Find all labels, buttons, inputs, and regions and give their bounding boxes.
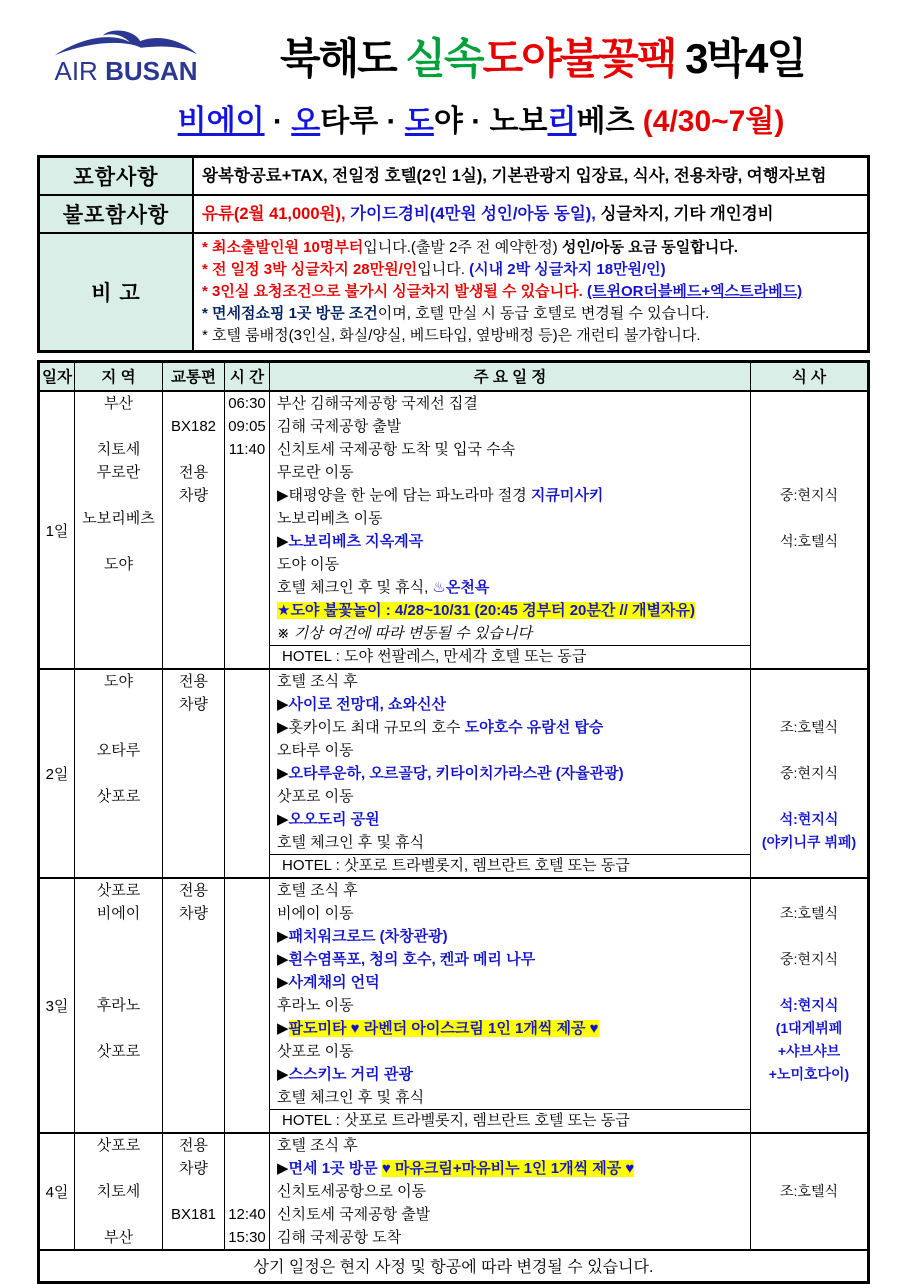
text-segment: ·: [462, 105, 490, 138]
text-segment: 리: [547, 105, 577, 138]
meal-column: [751, 879, 867, 1132]
text-segment: 김해 국제공항 출발: [277, 418, 402, 435]
text-segment: ▶: [277, 765, 289, 782]
schedule-line: [270, 785, 750, 808]
text-segment: 지큐미사키: [530, 487, 604, 504]
schedule-line: [270, 599, 750, 622]
schedule-line: [270, 507, 750, 530]
airbusan-logo: [37, 28, 215, 84]
meal-label: 석:현지식: [779, 997, 839, 1013]
column-header: 교통편: [163, 363, 225, 390]
text-segment: * 3인실 요청조건으로 불가시 싱글차지 발생될 수 있습니다.: [202, 283, 587, 300]
text-segment: 3박4일: [675, 35, 805, 82]
text-segment: ▶: [277, 951, 289, 968]
text-segment: * 면세점쇼핑 1곳 방문 조건: [202, 305, 378, 322]
text-segment: (트윈OR더블베드+엑스트라베드): [586, 283, 803, 300]
time-column-label: 15:30: [228, 1229, 266, 1246]
schedule-line: [270, 925, 750, 948]
text-segment: 무로란 이동: [277, 464, 354, 481]
meal-label: (1대게뷔페: [775, 1020, 843, 1036]
transport-column: [163, 1134, 225, 1249]
day-block: [40, 392, 867, 670]
text-segment: 왕복항공료+TAX, 전일정 호텔(2인 1실), 기본관광지 입장료, 식사, 전용차량, 여행자보험: [202, 167, 827, 185]
text-segment: ▶: [277, 1066, 289, 1083]
text-segment: ▶홋카이도 최대 규모의 호수: [277, 719, 465, 736]
transport-column: [163, 670, 225, 877]
region-column-label: 노보리베츠: [82, 510, 155, 527]
meal-label: 석:현지식: [779, 811, 839, 827]
text-segment: 유류(2월 41,000원),: [202, 205, 351, 223]
logo-busan-label: BUSAN: [105, 56, 198, 86]
region-column-label: 비에이: [96, 905, 141, 922]
info-row-label: 비 고: [40, 234, 194, 350]
column-header: 일자: [40, 363, 75, 390]
text-segment: 야: [433, 105, 463, 138]
text-segment: 베츠: [576, 105, 643, 138]
day-block: [40, 670, 867, 879]
schedule-line: [270, 994, 750, 1017]
info-row-content: [194, 234, 867, 350]
time-column-label: 12:40: [228, 1206, 266, 1223]
time-column-label: 06:30: [228, 395, 266, 412]
text-segment: ▶: [277, 811, 289, 828]
text-segment: (시내 2박 싱글차지 18만원/인): [469, 261, 666, 278]
text-segment: 북해도: [280, 35, 406, 82]
text-segment: 타루: [320, 105, 379, 138]
info-row-label: 포함사항: [40, 158, 194, 194]
text-segment: 신치토세 국제공항 도착 및 입국 수속: [277, 441, 516, 458]
schedule-line: [270, 762, 750, 785]
column-header: 식 사: [791, 369, 827, 386]
text-segment: 신치토세공항으로 이동: [277, 1183, 427, 1200]
info-row: [40, 194, 867, 232]
schedule-line: [270, 1040, 750, 1063]
text-segment: 호텔 조식 후: [277, 673, 358, 690]
hotel-line: HOTEL : 삿포로 트라벨롯지, 렘브란트 호텔 또는 동급: [270, 1109, 750, 1132]
transport-column-label: 차량: [179, 696, 208, 713]
schedule-column: [270, 392, 751, 668]
text-segment: 호텔 조식 후: [277, 882, 358, 899]
header: [37, 26, 870, 140]
text-segment: 노보리베츠 이동: [277, 510, 383, 527]
text-segment: (4/30~7월): [642, 105, 785, 138]
transport-column-label: 전용: [179, 882, 208, 899]
text-segment: ▶: [277, 974, 289, 991]
text-segment: ※ 기상 여건에 따라 변동될 수 있습니다: [277, 625, 532, 642]
transport-column-label: BX181: [170, 1206, 217, 1223]
schedule-line: [270, 808, 750, 831]
text-segment: 면세 1곳 방문: [288, 1160, 382, 1177]
day-number: 1일: [40, 392, 75, 668]
meal-column: [751, 392, 867, 668]
transport-column-label: 전용: [179, 673, 208, 690]
text-segment: ▶: [277, 928, 289, 945]
text-segment: 오: [291, 105, 321, 138]
schedule-line: [270, 415, 750, 438]
transport-column: [163, 392, 225, 668]
schedule-line: [270, 831, 750, 854]
text-segment: * 최소출발인원 10명부터: [202, 239, 364, 256]
info-line: [202, 237, 859, 259]
sub-title: [37, 96, 870, 140]
text-segment: 부산 김해국제공항 국제선 집결: [277, 395, 478, 412]
text-segment: ·: [264, 105, 292, 138]
meal-column: [751, 1134, 867, 1249]
text-segment: ♥ 마유크림+마유비누 1인 1개씩 제공 ♥: [381, 1160, 635, 1177]
text-segment: 호텔 체크인 후 및 휴식: [277, 1089, 425, 1106]
schedule-line: [270, 739, 750, 762]
text-segment: 김해 국제공항 도착: [277, 1229, 402, 1246]
transport-column-label: 차량: [179, 1160, 208, 1177]
schedule-line: [270, 1180, 750, 1203]
region-column: [75, 879, 163, 1132]
info-line: [202, 202, 859, 226]
text-segment: 신치토세 국제공항 출발: [277, 1206, 431, 1223]
schedule-line: [270, 971, 750, 994]
meal-label: 중:현지식: [780, 765, 838, 781]
text-segment: 팜도미타 ♥ 라벤더 아이스크림 1인 1개씩 제공 ♥: [288, 1020, 599, 1037]
time-column-label: 11:40: [228, 441, 266, 458]
column-header: 시 간: [225, 363, 270, 390]
info-row: [40, 232, 867, 350]
text-segment: 도야호수 유람선 탑승: [464, 719, 604, 736]
text-segment: * 호텔 룸배정(3인실, 화실/양실, 베드타입, 옆방배정 등)은 개런티 불가합니다.: [202, 327, 701, 344]
schedule-line: [270, 530, 750, 553]
text-segment: ♨온천욕: [432, 579, 490, 596]
transport-column: [163, 879, 225, 1132]
schedule-line: [270, 1086, 750, 1109]
region-column-label: 삿포로: [96, 882, 141, 899]
schedule-line: [270, 576, 750, 599]
day-number: 2일: [40, 670, 75, 877]
text-segment: ▶: [277, 696, 289, 713]
text-segment: 성인/아동 요금 동일합니다.: [561, 239, 738, 256]
schedule-line: [270, 1226, 750, 1249]
info-table: [37, 155, 870, 353]
text-segment: ·: [378, 105, 405, 138]
schedule-column: [270, 879, 751, 1132]
text-segment: 싱글차지, 기타 개인경비: [600, 205, 774, 223]
region-column-label: 오타루: [96, 742, 141, 759]
info-row: [40, 158, 867, 194]
text-segment: 호텔 체크인 후 및 휴식: [277, 834, 425, 851]
schedule-footer-note: 상기 일정은 현지 사정 및 항공에 따라 변경될 수 있습니다.: [253, 1259, 654, 1276]
schedule-line: [270, 693, 750, 716]
day-number: 3일: [40, 879, 75, 1132]
schedule-column: [270, 670, 751, 877]
transport-column-label: BX182: [170, 418, 217, 435]
schedule-line: [270, 1063, 750, 1086]
text-segment: 비에이 이동: [277, 905, 354, 922]
time-column: [225, 392, 270, 668]
region-column-label: 도야: [104, 556, 133, 573]
schedule-header-row: [40, 363, 867, 392]
schedule-line: [270, 392, 750, 415]
region-column-label: 삿포로: [96, 788, 141, 805]
region-column: [75, 1134, 163, 1249]
hotel-line: HOTEL : 삿포로 트라벨롯지, 렘브란트 호텔 또는 동급: [270, 854, 750, 877]
region-column-label: 치토세: [96, 441, 141, 458]
text-segment: 삿포로 이동: [277, 1043, 354, 1060]
region-column: [75, 392, 163, 668]
text-segment: 오오도리 공원: [288, 811, 380, 828]
text-segment: 흰수염폭포, 청의 호수, 켄과 메리 나무: [288, 951, 536, 968]
transport-column-label: 전용: [179, 464, 208, 481]
text-segment: 오타루 이동: [277, 742, 354, 759]
region-column-label: 도야: [104, 673, 133, 690]
text-segment: 도야 이동: [277, 556, 340, 573]
header-top-row: [37, 26, 870, 86]
info-line: [202, 303, 859, 325]
meal-label: 중:현지식: [780, 951, 838, 967]
schedule-line: [270, 1203, 750, 1226]
text-segment: 사계채의 언덕: [288, 974, 380, 991]
region-column-label: 삿포로: [96, 1137, 141, 1154]
schedule-line: [270, 670, 750, 693]
info-row-label: 불포함사항: [40, 196, 194, 232]
text-segment: 호텔 체크인 후 및 휴식,: [277, 579, 433, 596]
region-column-label: 후라노: [96, 997, 141, 1014]
text-segment: 이며, 호텔 만실 시 동급 호텔로 변경될 수 있습니다.: [377, 305, 710, 322]
text-segment: 노보리베츠 지옥계곡: [288, 533, 424, 550]
text-segment: 삿포로 이동: [277, 788, 354, 805]
transport-column-label: 차량: [179, 905, 208, 922]
schedule-line: [270, 902, 750, 925]
time-column: [225, 879, 270, 1132]
meal-label: 조:호텔식: [780, 905, 838, 921]
transport-column-label: 차량: [179, 487, 208, 504]
meal-label: (야키니쿠 뷔페): [761, 834, 857, 850]
text-segment: 후라노 이동: [277, 997, 354, 1014]
schedule-line: [270, 553, 750, 576]
meal-label: 조:호텔식: [780, 719, 838, 735]
day-block: [40, 879, 867, 1134]
text-segment: ▶: [277, 533, 289, 550]
region-column-label: 무로란: [96, 464, 141, 481]
meal-label: 중:현지식: [780, 487, 838, 503]
region-column-label: 부산: [104, 1229, 133, 1246]
schedule-line: [270, 716, 750, 739]
text-segment: 도야불꽃팩: [482, 35, 676, 82]
airbusan-bird-icon: [51, 28, 201, 58]
text-segment: ▶: [277, 1020, 289, 1037]
column-header: 지 역: [75, 363, 163, 390]
column-header: 주 요 일 정: [270, 363, 751, 390]
text-segment: ★도야 불꽃놀이 : 4/28~10/31 (20:45 경부터 20분간 // 개별자유): [277, 602, 695, 619]
text-segment: 오타루운하, 오르골당, 키타이치가라스관 (자율관광): [288, 765, 624, 782]
schedule-body: [40, 392, 867, 1251]
meal-label: 석:호텔식: [780, 533, 838, 549]
schedule-line: [270, 438, 750, 461]
text-segment: 스스키노 거리 관광: [288, 1066, 413, 1083]
schedule-table: [37, 360, 870, 1284]
meal-label: +샤브샤브: [777, 1043, 841, 1059]
schedule-line: [270, 1017, 750, 1040]
schedule-column: [270, 1134, 751, 1249]
region-column-label: 부산: [104, 395, 133, 412]
hotel-line: HOTEL : 도야 썬팔레스, 만세각 호텔 또는 동급: [270, 645, 750, 668]
day-block: [40, 1134, 867, 1251]
day-number: 4일: [40, 1134, 75, 1249]
text-segment: 도: [404, 105, 434, 138]
airbusan-logo-text: [37, 58, 215, 84]
info-line: [202, 164, 859, 188]
meal-column: [751, 670, 867, 877]
info-line: [202, 281, 859, 303]
region-column-label: 치토세: [96, 1183, 141, 1200]
text-segment: 입니다.(출발 2주 전 예약한정): [363, 239, 562, 256]
text-segment: 사이로 전망대, 쇼와신산: [288, 696, 446, 713]
text-segment: ▶태평양을 한 눈에 담는 파노라마 절경: [277, 487, 531, 504]
text-segment: * 전 일정 3박 싱글차지 28만원/인: [202, 261, 418, 278]
text-segment: 호텔 조식 후: [277, 1137, 358, 1154]
text-segment: 노보: [489, 105, 548, 138]
region-column: [75, 670, 163, 877]
info-row-content: [194, 196, 867, 232]
info-line: [202, 259, 859, 281]
text-segment: 입니다.: [417, 261, 470, 278]
schedule-line: [270, 622, 750, 645]
main-title: [215, 26, 870, 86]
schedule-line: [270, 484, 750, 507]
time-column: [225, 1134, 270, 1249]
logo-air-label: AIR: [54, 56, 98, 86]
text-segment: 비에이: [177, 105, 265, 138]
info-line: [202, 325, 859, 347]
text-segment: 패치워크로드 (차창관광): [288, 928, 448, 945]
region-column-label: 삿포로: [96, 1043, 141, 1060]
text-segment: 실속: [405, 35, 483, 82]
info-row-content: [194, 158, 867, 194]
time-column: [225, 670, 270, 877]
schedule-line: [270, 879, 750, 902]
text-segment: ▶: [277, 1160, 289, 1177]
time-column-label: 09:05: [228, 418, 266, 435]
meal-label: +노미호다이): [768, 1066, 850, 1082]
text-segment: 가이드경비(4만원 성인/아동 동일),: [350, 205, 601, 223]
schedule-line: [270, 461, 750, 484]
schedule-line: [270, 1134, 750, 1157]
meal-label: 조:호텔식: [780, 1183, 838, 1199]
schedule-line: [270, 1157, 750, 1180]
transport-column-label: 전용: [179, 1137, 208, 1154]
schedule-line: [270, 948, 750, 971]
